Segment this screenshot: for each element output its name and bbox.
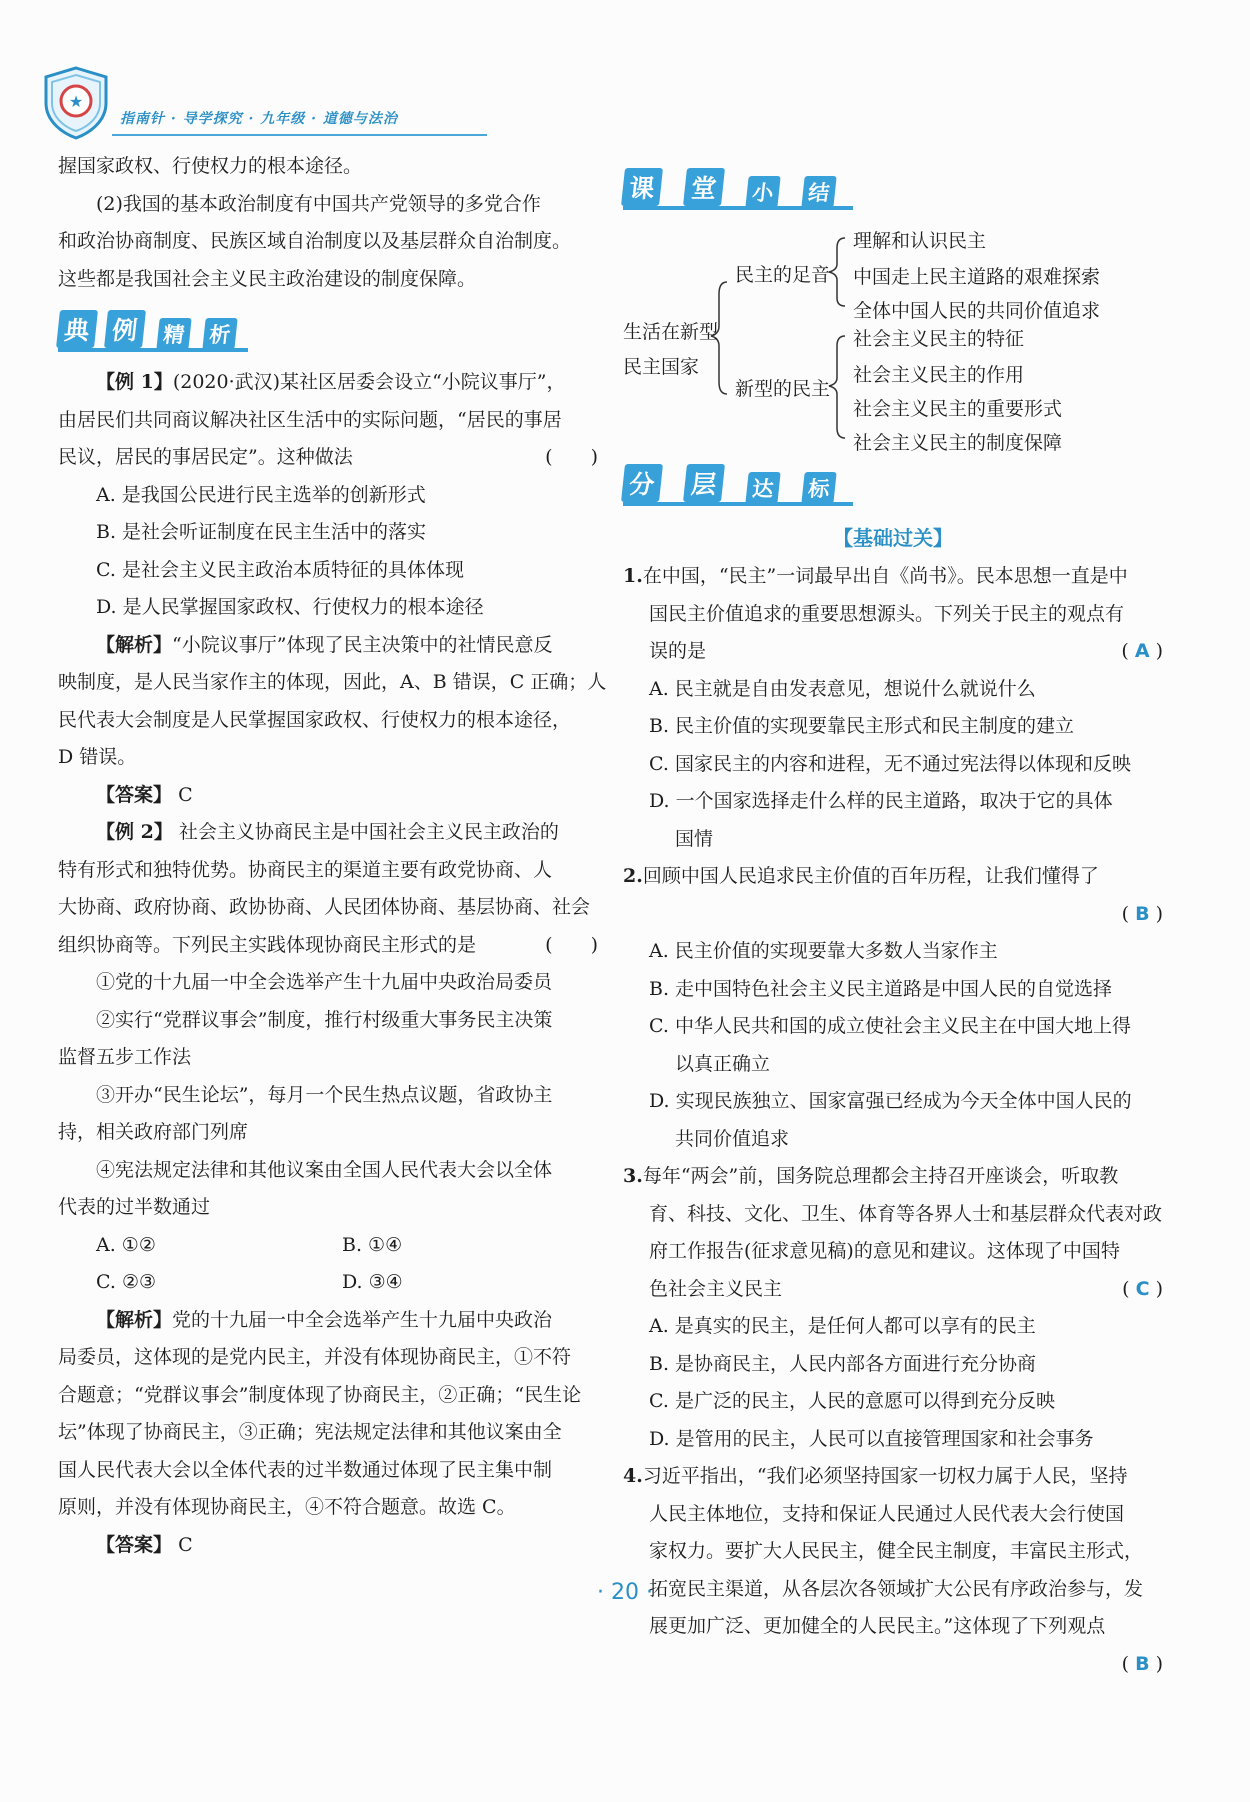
example-1-stem: 民议，居民的事居民定”。这种做法 ( ) — [58, 439, 598, 477]
banner-char: 典 — [56, 310, 98, 348]
option: D. 是人民掌握国家政权、行使权力的根本途径 — [96, 596, 484, 618]
question-stem: 展更加广泛、更加健全的人民民主。”这体现了下列观点 — [649, 1615, 1106, 1637]
answer-mark: ( B ) — [1121, 902, 1163, 925]
option: D. ③④ — [342, 1271, 403, 1293]
tree-branch: 新型的民主 — [735, 378, 831, 400]
right-column — [623, 148, 1163, 1683]
tree-leaf: 中国走上民主道路的艰难探索 — [853, 266, 1101, 288]
analysis-line: D 错误。 — [58, 746, 137, 768]
answer-blank: ( ) — [545, 446, 598, 468]
option: A. 是真实的民主，是任何人都可以享有的民主 — [649, 1315, 1036, 1337]
intro-line: 这些都是我国社会主义民主政治建设的制度保障。 — [58, 267, 477, 290]
banner-char: 层 — [683, 464, 725, 502]
option: D. 一个国家选择走什么样的民主道路，取决于它的具体 — [649, 790, 1113, 812]
banner-char: 标 — [801, 472, 836, 504]
option: C. 国家民主的内容和进程，无不通过宪法得以体现和反映 — [649, 752, 1131, 775]
statement-item: ③开办“民生论坛”，每月一个民生热点议题，省政协主 — [96, 1083, 553, 1106]
option-row — [58, 1227, 598, 1265]
example-label: 【例 2】 — [96, 821, 173, 843]
banner-char: 结 — [801, 176, 836, 208]
knowledge-tree — [623, 222, 1163, 454]
option: A. ①② — [96, 1233, 156, 1256]
statement-item: ①党的十九届一中全会选举产生十九届中央政治局委员 — [96, 971, 553, 993]
question-stem: 色社会主义民主 ( C ) — [623, 1271, 1163, 1309]
section-banner-practice — [623, 458, 1163, 510]
statement-item: ④宪法规定法律和其他议案由全国人民代表大会以全体 — [96, 1158, 553, 1181]
question-stem — [623, 1646, 1163, 1684]
answer-blank: ( ) — [545, 933, 598, 956]
question-stem: 府工作报告(征求意见稿)的意见和建议。这体现了中国特 — [649, 1240, 1120, 1262]
question-number: 1. — [623, 565, 643, 587]
analysis-line: 局委员，这体现的是党内民主，并没有体现协商民主，①不符 — [58, 1346, 572, 1368]
header-divider — [112, 134, 487, 136]
example-1-stem: 由居民们共同商议解决社区生活中的实际问题，“居民的事居 — [58, 408, 562, 431]
answer-mark: ( A ) — [1121, 640, 1163, 662]
section-banner-examples — [58, 304, 598, 356]
question-2: 2.回顾中国人民追求民主价值的百年历程，让我们懂得了 — [623, 865, 1099, 887]
statement-item: 代表的过半数通过 — [58, 1196, 211, 1218]
question-stem: 拓宽民主渠道，从各层次各领域扩大公民有序政治参与，发 — [649, 1577, 1144, 1600]
analysis-label: 【解析】 — [96, 633, 173, 656]
intro-line: (2)我国的基本政治制度有中国共产党领导的多党合作 — [96, 192, 541, 215]
option-row — [58, 1264, 598, 1302]
example-2-stem: 组织协商等。下列民主实践体现协商民主形式的是 ( ) — [58, 927, 598, 965]
intro-line: 握国家政权、行使权力的根本途径。 — [58, 155, 363, 177]
question-stem: 误的是 ( A ) — [623, 633, 1163, 671]
subsection-heading: 【基础过关】 — [833, 526, 953, 550]
shield-emblem-icon — [40, 65, 112, 140]
question-number: 2. — [623, 865, 643, 887]
tree-root: 民主国家 — [623, 356, 700, 378]
option-cont: 以真正确立 — [675, 1052, 771, 1075]
option: B. ①④ — [342, 1233, 403, 1256]
statement-item: 持，相关政府部门列席 — [58, 1121, 249, 1143]
answer-mark: ( C ) — [1122, 1277, 1163, 1300]
page-number: · 20 · — [597, 1580, 653, 1605]
banner-char: 堂 — [683, 168, 725, 206]
question-1: 1.在中国，“民主”一词最早出自《尚书》。民本思想一直是中 — [623, 565, 1128, 587]
option: A. 是我国公民进行民主选举的创新形式 — [96, 483, 426, 506]
question-stem: 育、科技、文化、卫生、体育等各界人士和基层群众代表对政 — [649, 1202, 1163, 1225]
page-header — [0, 0, 1250, 150]
example-2-stem: 大协商、政府协商、政协协商、人民团体协商、基层协商、社会 — [58, 896, 591, 918]
option: A. 民主价值的实现要靠大多数人当家作主 — [649, 940, 998, 962]
option: C. 是广泛的民主，人民的意愿可以得到充分反映 — [649, 1390, 1055, 1412]
option-cont: 共同价值追求 — [675, 1127, 790, 1150]
analysis: 【解析】“小院议事厅”体现了民主决策中的社情民意反 — [96, 633, 553, 656]
question-stem: 家权力。要扩大人民民主，健全民主制度，丰富民主形式， — [649, 1540, 1144, 1562]
option: B. 民主价值的实现要靠民主形式和民主制度的建立 — [649, 715, 1075, 737]
svg-text:★: ★ — [68, 92, 84, 111]
option: C. 是社会主义民主政治本质特征的具体体现 — [96, 558, 464, 581]
option: D. 是管用的民主，人民可以直接管理国家和社会事务 — [649, 1427, 1094, 1450]
tree-leaf: 社会主义民主的特征 — [853, 328, 1025, 350]
analysis-line: 民代表大会制度是人民掌握国家政权、行使权力的根本途径， — [58, 708, 572, 731]
option-cont: 国情 — [675, 827, 714, 850]
question-number: 3. — [623, 1165, 643, 1187]
question-4: 4.习近平指出，“我们必须坚持国家一切权力属于人民，坚持 — [623, 1465, 1128, 1487]
analysis-line: 坛”体现了协商民主，③正确；宪法规定法律和其他议案由全 — [58, 1421, 562, 1443]
example-1-stem: 【例 1】(2020·武汉)某社区居委会设立“小院议事厅”， — [96, 371, 566, 393]
answer-label: 【答案】 — [96, 783, 173, 806]
section-banner-summary — [623, 162, 1163, 214]
banner-char: 课 — [621, 168, 663, 206]
analysis-line: 合题意；“党群议事会”制度体现了协商民主，②正确；“民生论 — [58, 1383, 582, 1406]
tree-leaf: 社会主义民主的重要形式 — [853, 398, 1063, 420]
tree-root: 生活在新型 — [623, 321, 719, 343]
question-number: 4. — [623, 1465, 643, 1487]
answer-mark: ( B ) — [1121, 1652, 1163, 1675]
example-label: 【例 1】 — [96, 371, 173, 393]
option: D. 实现民族独立、国家富强已经成为今天全体中国人民的 — [649, 1090, 1132, 1112]
banner-char: 小 — [745, 176, 780, 208]
question-3: 3.每年“两会”前，国务院总理都会主持召开座谈会，听取教 — [623, 1165, 1119, 1187]
tree-leaf: 社会主义民主的制度保障 — [853, 432, 1063, 454]
banner-char: 分 — [621, 464, 663, 502]
statement-item: 监督五步工作法 — [58, 1046, 192, 1068]
question-stem: 国民主价值追求的重要思想源头。下列关于民主的观点有 — [649, 602, 1125, 625]
analysis-label: 【解析】 — [96, 1308, 173, 1331]
option: A. 民主就是自由发表意见，想说什么就说什么 — [649, 677, 1036, 700]
tree-branch: 民主的足音 — [735, 264, 831, 286]
series-title: 指南针 · 导学探究 · 九年级 · 道德与法治 — [120, 111, 398, 127]
tree-leaf: 社会主义民主的作用 — [853, 364, 1025, 386]
answer-label: 【答案】 — [96, 1533, 173, 1556]
option: C. 中华人民共和国的成立使社会主义民主在中国大地上得 — [649, 1015, 1131, 1037]
option: B. 是协商民主，人民内部各方面进行充分协商 — [649, 1352, 1037, 1375]
left-column — [58, 148, 607, 1564]
example-2-stem: 【例 2】 社会主义协商民主是中国社会主义民主政治的 — [96, 821, 559, 843]
answer: 【答案】 C — [96, 783, 193, 806]
statement-item: ②实行“党群议事会”制度，推行村级重大事务民主决策 — [96, 1008, 553, 1031]
question-stem — [623, 896, 1163, 934]
tree-leaf: 理解和认识民主 — [853, 230, 987, 252]
option: C. ②③ — [96, 1271, 157, 1293]
option: B. 走中国特色社会主义民主道路是中国人民的自觉选择 — [649, 977, 1113, 1000]
analysis-line: 国人民代表大会以全体代表的过半数通过体现了民主集中制 — [58, 1458, 553, 1481]
tree-leaf: 全体中国人民的共同价值追求 — [853, 300, 1101, 322]
banner-char: 例 — [104, 310, 146, 348]
analysis-line: 原则，并没有体现协商民主，④不符合题意。故选 C。 — [58, 1496, 516, 1518]
example-2-stem: 特有形式和独特优势。协商民主的渠道主要有政党协商、人 — [58, 858, 553, 881]
analysis-line: 映制度，是人民当家作主的体现，因此，A、B 错误，C 正确；人 — [58, 671, 607, 693]
banner-char: 精 — [156, 318, 191, 350]
intro-line: 和政治协商制度、民族区域自治制度以及基层群众自治制度。 — [58, 230, 572, 252]
banner-char: 达 — [745, 472, 780, 504]
question-stem: 人民主体地位，支持和保证人民通过人民代表大会行使国 — [649, 1502, 1125, 1525]
analysis: 【解析】党的十九届一中全会选举产生十九届中央政治 — [96, 1308, 553, 1331]
banner-char: 析 — [202, 318, 237, 350]
answer: 【答案】 C — [96, 1533, 193, 1556]
option: B. 是社会听证制度在民主生活中的落实 — [96, 521, 427, 543]
